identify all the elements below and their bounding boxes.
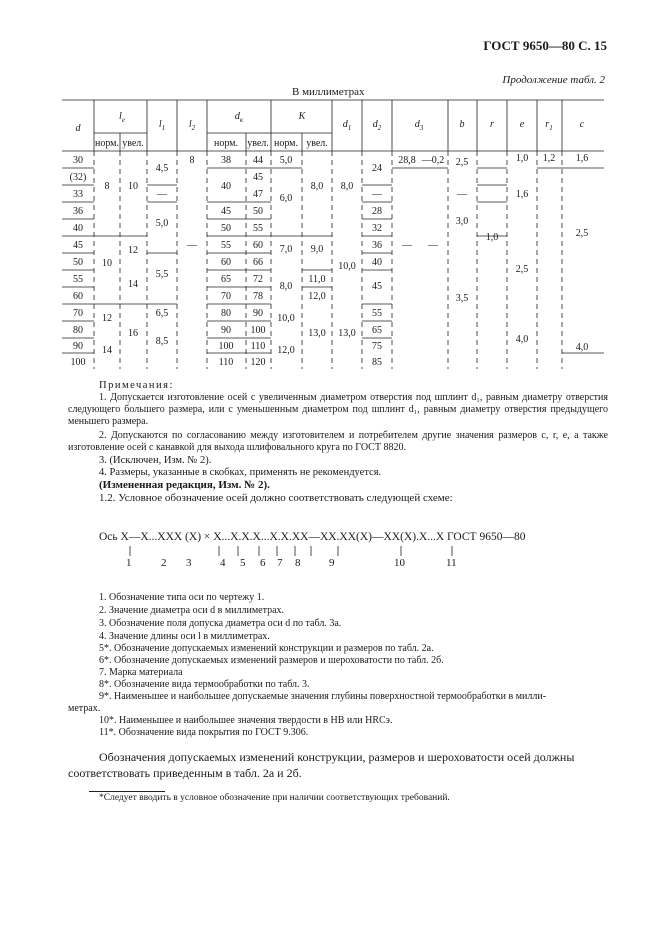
footnote: *Следует вводить в условное обозначение при наличии соответствующих требований. [99, 793, 450, 803]
e-cell: 1,0 [515, 153, 529, 164]
d2-cell: 65 [372, 325, 382, 336]
note-3: 3. (Исключен, Изм. № 2). [99, 455, 212, 466]
k-norm-cell: 10,0 [277, 313, 295, 324]
col-c-header: c [579, 119, 585, 130]
r1-cell: 1,2 [542, 153, 556, 164]
dk-norm-cell: 80 [221, 308, 231, 319]
col-le-norm: норм. [94, 138, 120, 149]
k-uvel-cell: 12,0 [308, 291, 326, 302]
le-norm-cell: 12 [102, 313, 112, 324]
legend-3: 3. Обозначение поля допуска диаметра оси d по табл. 3а. [99, 618, 342, 629]
dimensions-table [62, 99, 604, 369]
d2-cell: 45 [372, 281, 382, 292]
legend-8: 8*. Обозначение вида термообработки по табл. 3. [99, 679, 310, 690]
col-k-norm: норм. [273, 138, 299, 149]
d-cell: 30 [73, 155, 83, 166]
d-cell: 45 [73, 240, 83, 251]
d-cell: 36 [73, 206, 83, 217]
col-le-symbol: l [119, 111, 122, 122]
d2-cell: 75 [372, 341, 382, 352]
col-l1-symbol: l [158, 119, 162, 130]
d-cell: 33 [73, 189, 83, 200]
l1-cell: 5,5 [155, 269, 169, 280]
page-title: ГОСТ 9650—80 С. 15 [483, 38, 607, 53]
col-d3-sub: 3 [419, 124, 424, 132]
d2-cell: 24 [372, 163, 382, 174]
l2-cell: 8 [189, 155, 195, 166]
formula-num-4: 4 [220, 557, 226, 569]
col-l1-sub: 1 [161, 124, 166, 132]
legend-9-cont: метрах. [68, 703, 101, 714]
closing-line-2: соответствовать приведенным в табл. 2а и 2б. [68, 766, 302, 780]
d2-cell: 28 [372, 206, 382, 217]
dk-norm-cell: 70 [221, 291, 231, 302]
formula-num-1: 1 [126, 557, 132, 569]
formula-num-7: 7 [277, 557, 283, 569]
col-r1-sub: 1 [549, 124, 553, 132]
d-cell: 40 [73, 223, 83, 234]
note-4: 4. Размеры, указанные в скобках, применять не рекомендуется. [99, 467, 382, 478]
formula-num-9: 9 [329, 557, 335, 569]
le-uvel-cell: 14 [128, 279, 138, 290]
d3-cell: —0,2 [421, 155, 445, 166]
units-label: В миллиметрах [292, 86, 365, 98]
col-d2-header [373, 119, 382, 132]
dk-norm-cell: 50 [221, 223, 231, 234]
col-r-header: r [490, 119, 494, 130]
b-cell: 3,0 [455, 216, 469, 227]
col-le-header [119, 111, 125, 124]
k-norm-cell: 12,0 [277, 345, 295, 356]
col-dk-header [235, 111, 244, 124]
r-cell: 1,0 [485, 232, 499, 243]
l2-dash-cell: — [187, 240, 197, 251]
dk-norm-cell: 60 [221, 257, 231, 268]
legend-11: 11*. Обозначение вида покрытия по ГОСТ 9.306. [99, 727, 309, 738]
k-norm-cell: 8,0 [279, 281, 293, 292]
col-e-header: e [519, 119, 525, 130]
footnote-divider [89, 791, 165, 792]
le-norm-cell: 10 [102, 258, 112, 269]
col-k-uvel: увел. [306, 138, 328, 149]
dk-uvel-cell: 50 [253, 206, 263, 217]
formula-num-11: 11 [446, 557, 457, 569]
l1-cell: 5,0 [155, 218, 169, 229]
e-cell: 1,6 [515, 189, 529, 200]
col-d-header: d [75, 123, 81, 134]
c-cell: 4,0 [575, 342, 589, 353]
k-norm-cell: 6,0 [279, 193, 293, 204]
formula-num-3: 3 [186, 557, 192, 569]
d-cell: (32) [69, 172, 87, 183]
formula-num-5: 5 [240, 557, 246, 569]
dk-uvel-cell: 44 [253, 155, 263, 166]
c-cell: 1,6 [575, 153, 589, 164]
dk-norm-cell: 110 [218, 357, 234, 368]
col-d3-header [415, 119, 424, 132]
d3-cell: — [402, 240, 412, 251]
col-l1-header [159, 119, 165, 132]
l1-cell: 4,5 [155, 163, 169, 174]
le-norm-cell: 14 [102, 345, 112, 356]
col-d2-symbol: d [372, 119, 378, 130]
d1-cell: 8,0 [340, 181, 354, 192]
col-l2-symbol: l [188, 119, 192, 130]
table-continuation-label: Продолжение табл. 2 [502, 74, 605, 86]
k-uvel-cell: 9,0 [310, 244, 324, 255]
col-d1-sub: 1 [347, 124, 352, 132]
d-cell: 60 [73, 291, 83, 302]
d-cell: 90 [73, 341, 83, 352]
legend-2: 2. Значение диаметра оси d в миллиметрах. [99, 605, 285, 616]
col-l2-sub: 2 [191, 124, 196, 132]
col-k-header: K [298, 111, 306, 122]
col-l2-header [189, 119, 196, 132]
legend-10: 10*. Наименьшее и наибольшее значения твердости в HB или HRCэ. [99, 715, 393, 726]
formula-num-8: 8 [295, 557, 301, 569]
col-r1-header [545, 119, 552, 132]
d2-cell: 85 [372, 357, 382, 368]
d1-cell: 10,0 [338, 261, 356, 272]
dk-norm-cell: 45 [221, 206, 231, 217]
legend-5: 5*. Обозначение допускаемых изменений конструкции и размеров по табл. 2а. [99, 643, 434, 654]
k-uvel-cell: 8,0 [310, 181, 324, 192]
closing-line-1: Обозначения допускаемых изменений конструкции, размеров и шероховатости осей должны [99, 750, 575, 764]
col-r1-symbol: r [545, 119, 550, 130]
le-uvel-cell: 12 [128, 245, 138, 256]
d2-cell: 55 [372, 308, 382, 319]
formula-num-2: 2 [161, 557, 167, 569]
d-cell: 80 [73, 325, 83, 336]
d1-cell: 13,0 [338, 328, 356, 339]
legend-9: 9*. Наименьшее и наибольшее допускаемые значения глубины поверхностной термообработки в милли- [99, 691, 547, 702]
col-d1-header [343, 119, 352, 132]
col-le-uvel: увел. [122, 138, 144, 149]
l1-cell: 8,5 [155, 336, 169, 347]
dk-uvel-cell: 66 [253, 257, 263, 268]
d-cell: 50 [73, 257, 83, 268]
l1-cell: 6,5 [155, 308, 169, 319]
legend-4: 4. Значение длины оси l в миллиметрах. [99, 631, 270, 642]
formula-num-10: 10 [394, 557, 405, 569]
formula-num-6: 6 [260, 557, 266, 569]
b-cell: 2,5 [455, 157, 469, 168]
k-uvel-cell: 11,0 [308, 274, 326, 285]
legend-1: 1. Обозначение типа оси по чертежу 1. [99, 592, 265, 603]
dk-uvel-cell: 72 [253, 274, 263, 285]
col-b-header: b [459, 119, 465, 130]
k-uvel-cell: 13,0 [308, 328, 326, 339]
col-dk-norm: норм. [213, 138, 239, 149]
dk-uvel-cell: 100 [250, 325, 266, 336]
col-d1-symbol: d [342, 119, 348, 130]
b-cell: — [457, 189, 467, 200]
d3-cell: — [428, 240, 438, 251]
d2-cell: 32 [372, 223, 382, 234]
dk-uvel-cell: 90 [253, 308, 263, 319]
k-norm-cell: 5,0 [279, 155, 293, 166]
dk-norm-cell: 100 [218, 341, 234, 352]
k-norm-cell: 7,0 [279, 244, 293, 255]
notes-title: Примечания: [99, 380, 174, 391]
designation-formula: Ось Х—Х...ХХХ (Х) × Х...Х.Х.Х...Х.Х.ХХ—ХХ.ХХ(Х)—ХХ(Х).Х...Х ГОСТ 9650—80 [99, 531, 526, 543]
legend-7: 7. Марка материала [99, 667, 183, 678]
dk-norm-cell: 40 [221, 181, 231, 192]
dk-uvel-cell: 45 [253, 172, 263, 183]
col-le-sub: е [121, 116, 125, 124]
dk-norm-cell: 90 [221, 325, 231, 336]
dk-uvel-cell: 55 [253, 223, 263, 234]
e-cell: 2,5 [515, 264, 529, 275]
dk-uvel-cell: 78 [253, 291, 263, 302]
note-1: 1. Допускается изготовление осей с увеличенным диаметром отверстия под шплинт d₁, равным диаметру отверстия следующего большего размера, или с уменьшенным диаметром под шплинт d₁, равным диаметру отверстия предыдущего меньшего размера. [68, 392, 608, 427]
note-2: 2. Допускаются по согласованию между изготовителем и потребителем другие значения размеров c, r, e, а также изготовление осей с канавкой для выхода шлифовального круга по ГОСТ 8820. [68, 430, 608, 453]
dk-norm-cell: 65 [221, 274, 231, 285]
col-d2-sub: 2 [377, 124, 382, 132]
le-norm-cell: 8 [104, 181, 110, 192]
paragraph-1-2: 1.2. Условное обозначение осей должно соответствовать следующей схеме: [99, 492, 453, 504]
col-d3-symbol: d [414, 119, 420, 130]
formula-ticks [99, 546, 579, 566]
d-cell: 100 [70, 357, 86, 368]
le-uvel-cell: 10 [128, 181, 138, 192]
d2-cell: 40 [372, 257, 382, 268]
dk-norm-cell: 38 [221, 155, 231, 166]
c-cell: 2,5 [575, 228, 589, 239]
legend-6: 6*. Обозначение допускаемых изменений размеров и шероховатости по табл. 2б. [99, 655, 444, 666]
d2-cell: 36 [372, 240, 382, 251]
b-cell: 3,5 [455, 293, 469, 304]
dk-uvel-cell: 110 [250, 341, 266, 352]
edition-note: (Измененная редакция, Изм. № 2). [99, 479, 270, 491]
dk-uvel-cell: 120 [250, 357, 266, 368]
col-dk-symbol: d [234, 111, 240, 122]
d-cell: 70 [73, 308, 83, 319]
le-uvel-cell: 16 [128, 328, 138, 339]
dk-uvel-cell: 60 [253, 240, 263, 251]
l1-cell: — [157, 189, 167, 200]
dk-norm-cell: 55 [221, 240, 231, 251]
dk-uvel-cell: 47 [253, 189, 263, 200]
d-cell: 55 [73, 274, 83, 285]
e-cell: 4,0 [515, 334, 529, 345]
col-dk-uvel: увел. [247, 138, 269, 149]
d2-cell: — [372, 189, 382, 200]
col-dk-sub: к [239, 116, 244, 124]
d3-cell: 28,8 [398, 155, 416, 166]
